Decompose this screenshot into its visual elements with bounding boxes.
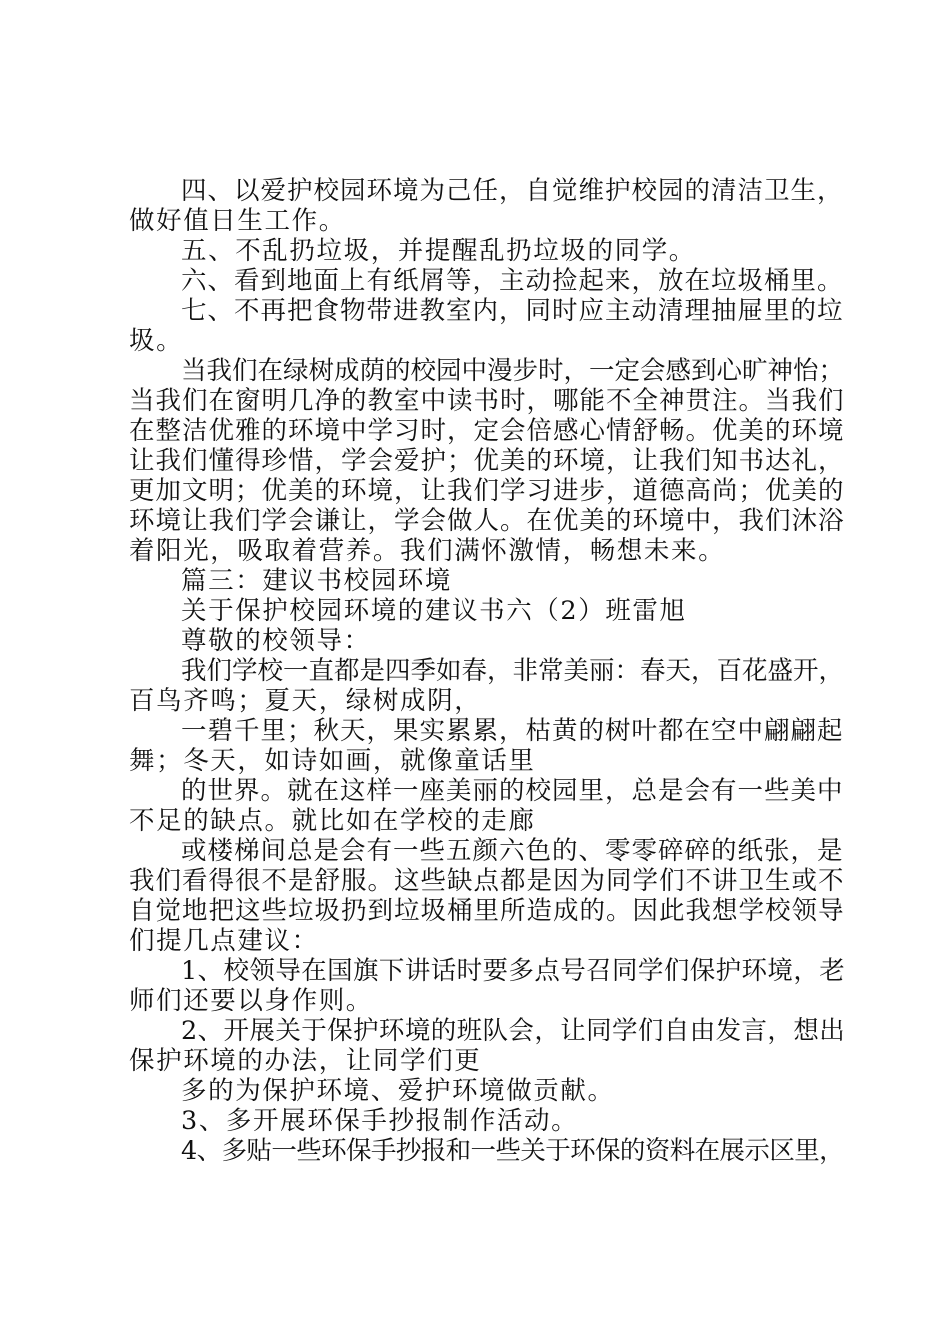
paragraph-line: 保护环境的办法，让同学们更 <box>129 1046 482 1076</box>
paragraph-line: 百鸟齐鸣；夏天，绿树成阴， <box>129 686 482 716</box>
paragraph <box>129 566 847 596</box>
paragraph <box>129 626 847 656</box>
paragraph-first-line: 1、校领导在国旗下讲话时要多点号召同学们保护环境，老 <box>181 956 846 986</box>
document-body <box>129 176 847 1166</box>
paragraph-line: 环境让我们学会谦让，学会做人。在优美的环境中，我们沐浴 <box>129 506 845 536</box>
paragraph-line: 做好值日生工作。 <box>129 206 346 236</box>
paragraph-first-line: 六、看到地面上有纸屑等，主动捡起来，放在垃圾桶里。 <box>181 266 844 296</box>
paragraph-line: 不足的缺点。就比如在学校的走廊 <box>129 806 536 836</box>
paragraph <box>129 296 847 356</box>
paragraph <box>129 1106 847 1136</box>
paragraph-line: 当我们在窗明几净的教室中读书时，哪能不全神贯注。当我们 <box>129 386 845 416</box>
paragraph <box>129 956 847 1016</box>
paragraph-line: 更加文明；优美的环境，让我们学习进步，道德高尚；优美的 <box>129 476 845 506</box>
paragraph-line: 舞；冬天，如诗如画，就像童话里 <box>129 746 536 776</box>
paragraph-first-line: 2、开展关于保护环境的班队会，让同学们自由发言，想出 <box>181 1016 846 1046</box>
paragraph <box>129 176 847 236</box>
paragraph-line: 着阳光，吸取着营养。我们满怀激情，畅想未来。 <box>129 536 726 566</box>
paragraph <box>129 836 847 956</box>
paragraph <box>129 716 847 776</box>
paragraph-first-line: 篇三：建议书校园环境 <box>181 566 453 596</box>
paragraph-first-line: 七、不再把食物带进教室内，同时应主动清理抽屉里的垃 <box>181 296 844 326</box>
paragraph-line: 们提几点建议： <box>129 926 319 956</box>
paragraph-line: 让我们懂得珍惜，学会爱护；优美的环境，让我们知书达礼， <box>129 446 845 476</box>
paragraph-first-line: 四、以爱护校园环境为己任，自觉维护校园的清洁卫生， <box>181 176 844 206</box>
paragraph-first-line: 或楼梯间总是会有一些五颜六色的、零零碎碎的纸张，是 <box>181 836 844 866</box>
paragraph-line: 在整洁优雅的环境中学习时，定会倍感心情舒畅。优美的环境 <box>129 416 845 446</box>
paragraph <box>129 236 847 266</box>
paragraph-line: 自觉地把这些垃圾扔到垃圾桶里所造成的。因此我想学校领导 <box>129 896 845 926</box>
paragraph <box>129 1016 847 1076</box>
paragraph-first-line: 关于保护校园环境的建议书六（2）班雷旭 <box>181 596 687 626</box>
paragraph-first-line: 五、不乱扔垃圾，并提醒乱扔垃圾的同学。 <box>181 236 696 266</box>
paragraph <box>129 656 847 716</box>
paragraph-line: 圾。 <box>129 326 184 356</box>
paragraph-first-line: 4、多贴一些环保手抄报和一些关于环保的资料在展示区里， <box>181 1136 845 1166</box>
paragraph-first-line: 多的为保护环境、爱护环境做贡献。 <box>181 1076 615 1106</box>
paragraph <box>129 266 847 296</box>
paragraph-line: 我们看得很不是舒服。这些缺点都是因为同学们不讲卫生或不 <box>129 866 845 896</box>
paragraph <box>129 1136 847 1166</box>
paragraph-first-line: 一碧千里；秋天，果实累累，枯黄的树叶都在空中翩翩起 <box>181 716 844 746</box>
paragraph <box>129 1076 847 1106</box>
paragraph-first-line: 尊敬的校领导： <box>181 626 371 656</box>
paragraph-first-line: 我们学校一直都是四季如春，非常美丽：春天，百花盛开， <box>181 656 845 686</box>
paragraph <box>129 596 847 626</box>
paragraph <box>129 356 847 566</box>
paragraph-first-line: 当我们在绿树成荫的校园中漫步时，一定会感到心旷神怡； <box>181 356 845 386</box>
paragraph-line: 师们还要以身作则。 <box>129 986 373 1016</box>
paragraph <box>129 776 847 836</box>
paragraph-first-line: 3、多开展环保手抄报制作活动。 <box>181 1106 579 1136</box>
paragraph-first-line: 的世界。就在这样一座美丽的校园里，总是会有一些美中 <box>181 776 844 806</box>
